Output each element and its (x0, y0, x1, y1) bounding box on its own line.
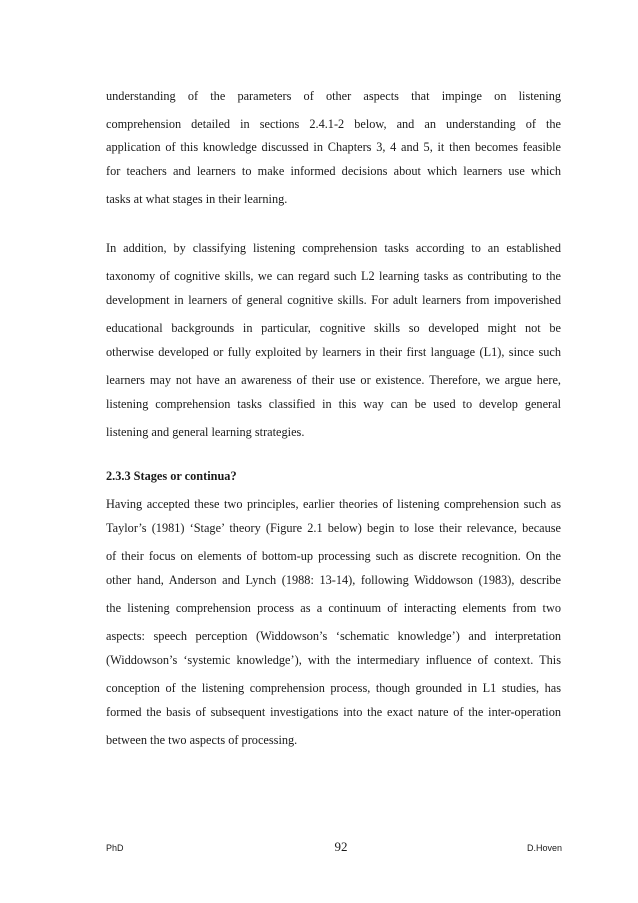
text-line: comprehension detailed in sections 2.4.1-2 below, and an understanding of the (106, 117, 561, 131)
text-line: Having accepted these two principles, earlier theories of listening comprehension such as (106, 497, 561, 511)
text-line: application of this knowledge discussed in Chapters 3, 4 and 5, it then becomes feasible (106, 140, 561, 154)
text-line: understanding of the parameters of other aspects that impinge on listening (106, 89, 561, 103)
text-line: between the two aspects of processing. (106, 733, 298, 747)
text-line: (Widdowson’s ‘systemic knowledge’), with the intermediary influence of context. This (106, 653, 561, 667)
text-line: taxonomy of cognitive skills, we can regard such L2 learning tasks as contributing to the (106, 269, 561, 283)
footer-degree: PhD (106, 843, 124, 853)
text-line: other hand, Anderson and Lynch (1988: 13-14), following Widdowson (1983), describe (106, 573, 561, 587)
text-line: In addition, by classifying listening comprehension tasks according to an established (106, 241, 561, 255)
text-line: tasks at what stages in their learning. (106, 192, 288, 206)
text-line: Taylor’s (1981) ‘Stage’ theory (Figure 2.1 below) begin to lose their relevance, because (106, 521, 561, 535)
text-line: development in learners of general cognitive skills. For adult learners from impoverished (106, 293, 561, 307)
text-line: listening comprehension tasks classified in this way can be used to develop general (106, 397, 561, 411)
text-line: listening and general learning strategies. (106, 425, 305, 439)
text-line: conception of the listening comprehension process, though grounded in L1 studies, has (106, 681, 561, 695)
text-line: of their focus on elements of bottom-up processing such as discrete recognition. On the (106, 549, 561, 563)
text-line: learners may not have an awareness of their use or existence. Therefore, we argue here, (106, 373, 561, 387)
text-line: formed the basis of subsequent investigations into the exact nature of the inter-operation (106, 705, 561, 719)
text-line: otherwise developed or fully exploited by learners in their first language (L1), since such (106, 345, 561, 359)
text-line: the listening comprehension process as a continuum of interacting elements from two (106, 601, 561, 615)
text-line: aspects: speech perception (Widdowson’s ‘schematic knowledge’) and interpretation (106, 629, 561, 643)
text-line: for teachers and learners to make informed decisions about which learners use which (106, 164, 561, 178)
page-number: 92 (334, 839, 348, 854)
footer-author: D.Hoven (526, 843, 562, 853)
section-heading: 2.3.3 Stages or continua? (106, 469, 237, 483)
text-line: educational backgrounds in particular, cognitive skills so developed might not be (106, 321, 561, 335)
